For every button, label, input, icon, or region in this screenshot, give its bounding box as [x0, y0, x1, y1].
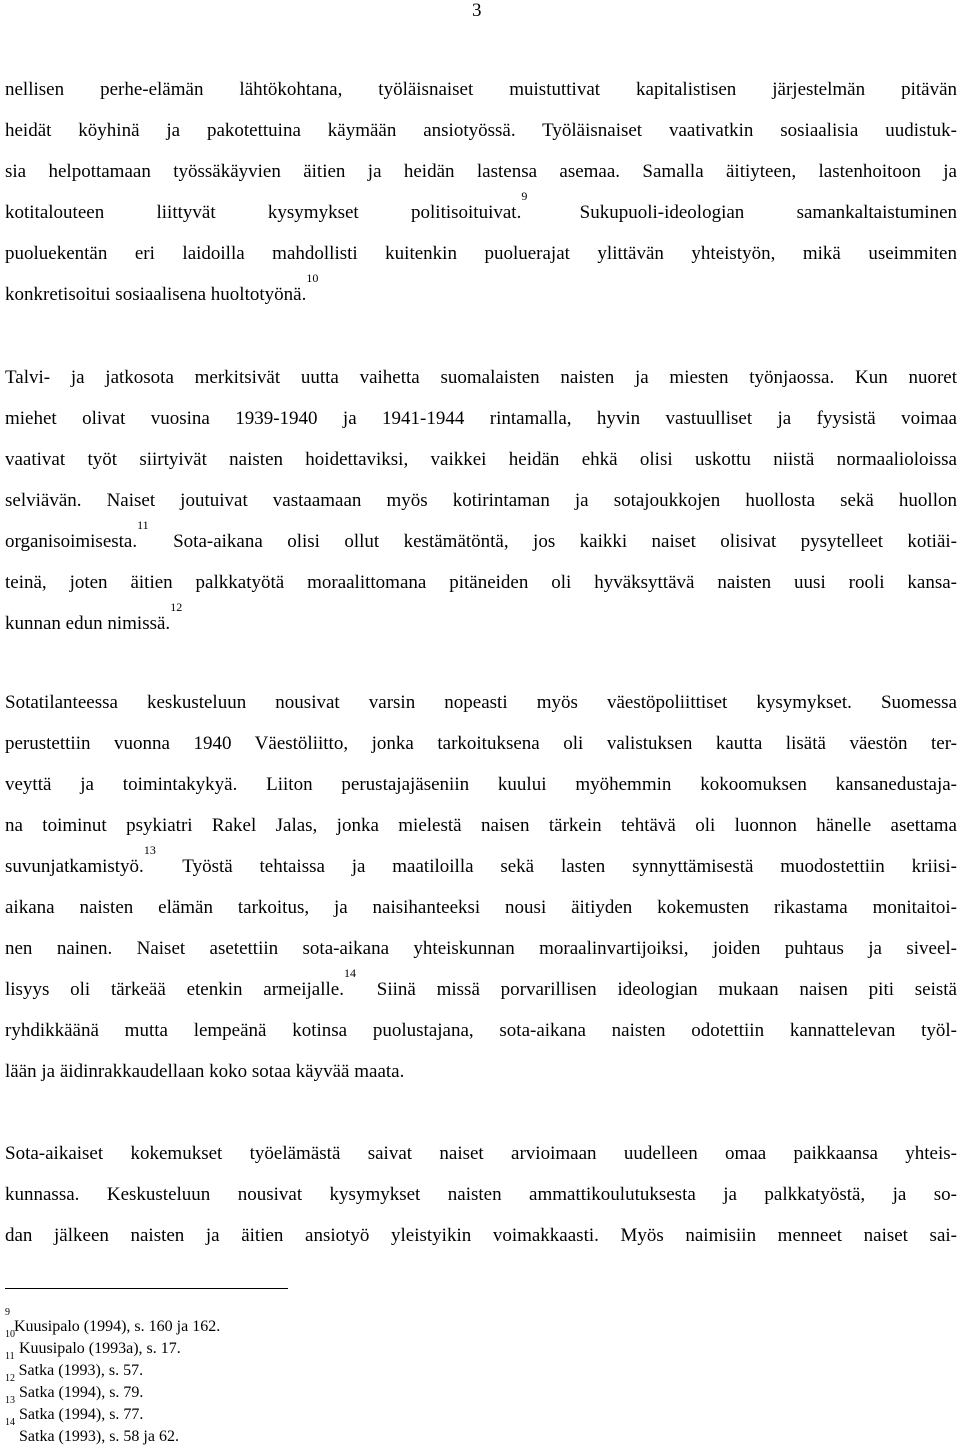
line-text: Sotatilanteessa keskusteluun nousivat varsin nopeasti myös väestöpoliittiset kysymykset. Suomessa — [5, 692, 957, 713]
text-line — [5, 489, 957, 513]
line-text: vaativat työt siirtyivät naisten hoidettaviksi, vaikkei heidän ehkä olisi uskottu niistä normaalioloissa — [5, 449, 957, 470]
line-text: Sota-aikaiset kokemukset työelämästä saivat naiset arvioimaan uudelleen omaa paikkaansa yhteis- — [5, 1143, 957, 1164]
line-text: ryhdikkäänä mutta lempeänä kotinsa puolustajana, sota-aikana naisten odotettiin kannattelevan työl- — [5, 1020, 957, 1041]
footnote-separator — [5, 1288, 288, 1289]
line-text: selviävän. Naiset joutuivat vastaamaan myös kotirintaman ja sotajoukkojen huollosta sekä huollon — [5, 490, 957, 511]
text-line — [5, 518, 957, 554]
text-line — [5, 732, 957, 756]
footnote-number: 9 — [5, 1307, 10, 1318]
footnote — [5, 1417, 179, 1447]
footnote-text: Satka (1993), s. 58 ja 62. — [15, 1428, 179, 1445]
line-text: puoluekentän eri laidoilla mahdollisti kuitenkin puoluerajat ylittävän yhteistyön, mikä useimmiten — [5, 243, 957, 264]
line-text-after-ref: Siinä missä porvarillisen ideologian mukaan naisen piti seistä — [355, 979, 957, 1000]
text-line — [5, 1060, 957, 1084]
footnote — [5, 1395, 144, 1425]
footnote — [5, 1329, 181, 1359]
text-line — [5, 407, 957, 431]
footnote-ref: 10 — [306, 271, 319, 285]
line-text: veyttä ja toimintakykyä. Liiton perustajajäseniin kuului myöhemmin kokoomuksen kansanedustaja- — [5, 774, 957, 795]
line-text: dan jälkeen naisten ja äitien ansiotyö yleistyikin voimakkaasti. Myös naimisiin menneet naiset sai- — [5, 1225, 957, 1246]
line-text: perustettiin vuonna 1940 Väestöliitto, jonka tarkoituksena oli valistuksen kautta lisätä väestön ter- — [5, 733, 957, 754]
footnote-text: Kuusipalo (1994), s. 160 ja 162. — [10, 1318, 221, 1335]
footnote-text: Satka (1994), s. 79. — [15, 1384, 144, 1401]
text-line — [5, 896, 957, 920]
footnote — [5, 1307, 221, 1337]
line-text: aikana naisten elämän tarkoitus, ja naisihanteeksi nousi äitiyden kokemusten rikastama monitaitoi- — [5, 897, 957, 918]
line-text: miehet olivat vuosina 1939-1940 ja 1941-1944 rintamalla, hyvin vastuulliset ja fyysistä voimaa — [5, 408, 957, 429]
line-text: na toiminut psykiatri Rakel Jalas, jonka mielestä naisen tärkein tehtävä oli luonnon hänelle asettama — [5, 815, 957, 836]
text-line — [5, 1224, 957, 1248]
text-line — [5, 1183, 957, 1207]
line-text: sia helpottamaan työssäkäyvien äitien ja heidän lastensa asemaa. Samalla äitiyteen, lastenhoitoon ja — [5, 161, 957, 182]
text-line — [5, 242, 957, 266]
text-line — [5, 966, 957, 1002]
footnote-text: Kuusipalo (1993a), s. 17. — [15, 1340, 181, 1357]
text-line — [5, 160, 957, 184]
text-line — [5, 571, 957, 595]
line-text: kunnan edun nimissä. — [5, 613, 171, 634]
text-line — [5, 843, 957, 879]
footnote-number: 10 — [5, 1329, 15, 1340]
line-text: heidät köyhinä ja pakotettuina käymään ansiotyössä. Työläisnaiset vaativatkin sosiaalisia uudistuk- — [5, 120, 957, 141]
line-text: lään ja äidinrakkaudellaan koko sotaa käyvää maata. — [5, 1061, 405, 1082]
line-text: konkretisoitui sosiaalisena huoltotyönä. — [5, 284, 307, 305]
text-line — [5, 1142, 957, 1166]
footnote-text: Satka (1994), s. 77. — [15, 1406, 144, 1423]
footnote-number: 14 — [5, 1417, 15, 1428]
text-line — [5, 448, 957, 472]
footnote-ref: 11 — [137, 518, 149, 532]
line-text: nellisen perhe-elämän lähtökohtana, työläisnaiset muistuttivat kapitalistisen järjestelmän pitävän — [5, 79, 957, 100]
footnote-ref: 13 — [143, 843, 156, 857]
line-text-after-ref: Työstä tehtaissa ja maatiloilla sekä lasten synnyttämisestä muodostettiin kriisi- — [155, 856, 957, 877]
footnote-ref: 9 — [521, 189, 528, 203]
footnote-number: 12 — [5, 1373, 15, 1384]
text-line — [5, 937, 957, 961]
footnote-text: Satka (1993), s. 57. — [14, 1362, 144, 1379]
line-text: organisoimisesta. — [5, 531, 138, 552]
footnote — [5, 1351, 144, 1381]
page-number: 3 — [472, 0, 482, 21]
line-text: kotitalouteen liittyvät kysymykset politisoituivat. — [5, 202, 522, 223]
line-text: teinä, joten äitien palkkatyötä moraalittomana pitäneiden oli hyväksyttävä naisten uusi rooli kansa- — [5, 572, 957, 593]
text-line — [5, 691, 957, 715]
text-line — [5, 271, 957, 307]
text-line — [5, 78, 957, 102]
footnote-number: 13 — [5, 1395, 15, 1406]
line-text: Talvi- ja jatkosota merkitsivät uutta vaihetta suomalaisten naisten ja miesten työnjaossa. Kun nuoret — [5, 367, 957, 388]
footnote-ref: 14 — [343, 966, 356, 980]
footnote — [5, 1373, 144, 1403]
text-line — [5, 814, 957, 838]
text-line — [5, 773, 957, 797]
line-text-after-ref: Sota-aikana olisi ollut kestämätöntä, jos kaikki naiset olisivat pysytelleet kotiäi- — [148, 531, 957, 552]
text-line — [5, 189, 958, 225]
text-line — [5, 366, 957, 390]
line-text: nen nainen. Naiset asetettiin sota-aikana yhteiskunnan moraalinvartijoiksi, joiden puhtaus ja siveel- — [5, 938, 957, 959]
footnote-ref: 12 — [170, 600, 183, 614]
footnote-number: 11 — [5, 1351, 15, 1362]
text-line — [5, 600, 957, 636]
text-line — [5, 119, 957, 143]
text-line — [5, 1019, 957, 1043]
line-text-after-ref: Sukupuoli-ideologian samankaltaistuminen — [527, 202, 958, 223]
line-text: kunnassa. Keskusteluun nousivat kysymykset naisten ammattikoulutuksesta ja palkkatyöstä, ja so- — [5, 1184, 957, 1205]
line-text: lisyys oli tärkeää etenkin armeijalle. — [5, 979, 344, 1000]
line-text: suvunjatkamistyö. — [5, 856, 144, 877]
